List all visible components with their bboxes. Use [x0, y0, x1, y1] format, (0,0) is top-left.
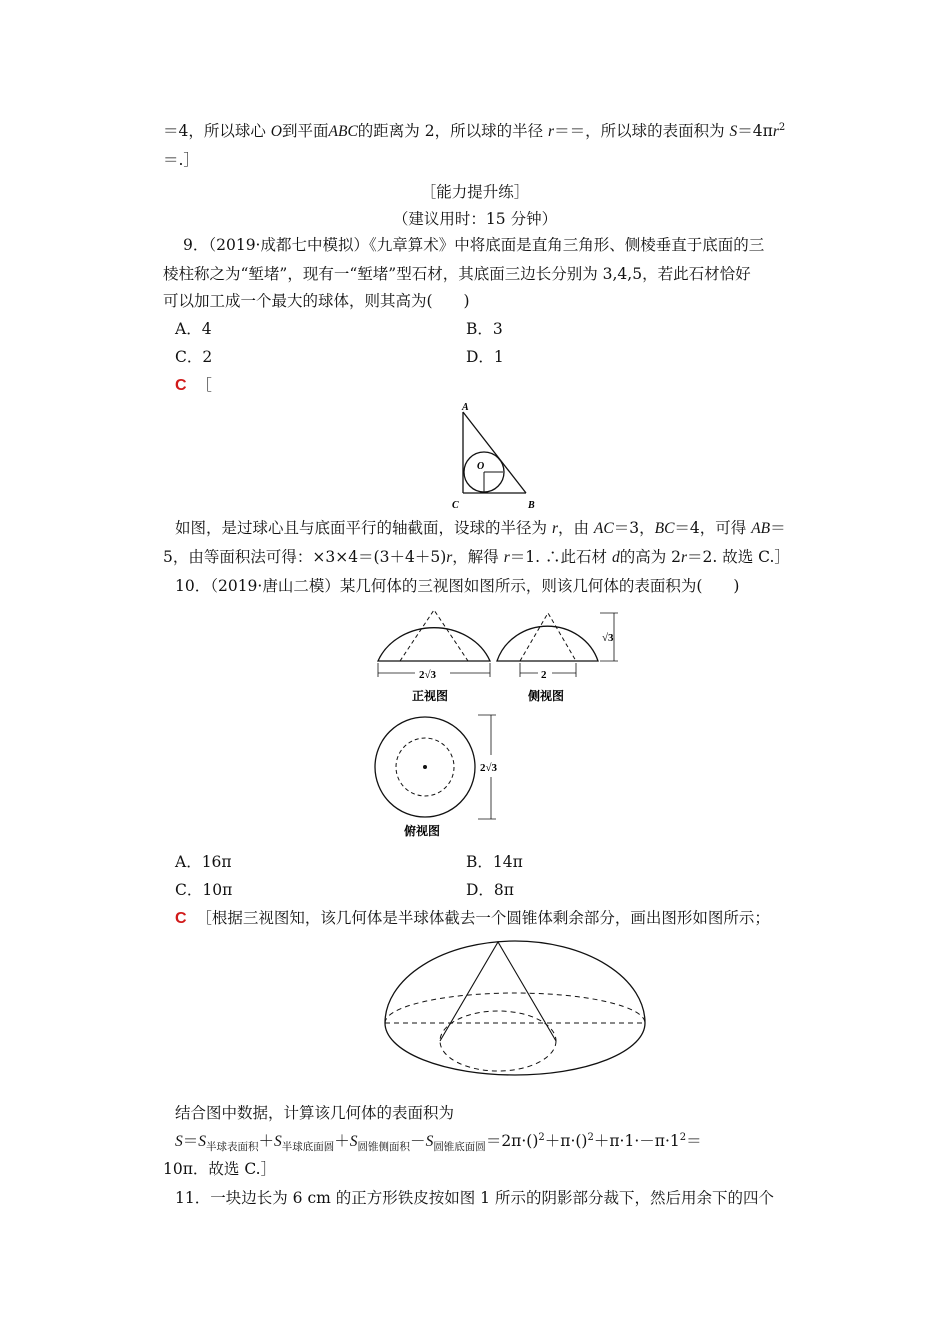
option-a: A．16π — [175, 853, 232, 871]
option-a: A．4 — [175, 320, 212, 338]
label-o: O — [477, 461, 485, 472]
question-9-stem: 9．（2019·成都七中模拟）《九章算术》中将底面是直角三角形、侧棱垂直于底面的三 — [183, 236, 765, 254]
label-a: A — [462, 402, 469, 413]
solution-line: 5，由等面积法可得：×3×4＝(3＋4＋5)r，解得 r＝1. ∴此石材 d的高为 2r＝2. 故选 C.］ — [163, 548, 790, 566]
triangle-figure — [440, 398, 550, 513]
text-line: ＝.］ — [163, 151, 199, 169]
answer-letter: C — [175, 910, 187, 927]
text-line: 10π．故选 C.］ — [163, 1160, 277, 1178]
option-c: C．10π — [175, 881, 233, 899]
text-line: ＝4，所以球心 O到平面ABC的距离为 2，所以球的半径 r＝＝，所以球的表面积为 $S=4\pi r^2$ — [163, 121, 786, 140]
section-time: （建议用时：15 分钟） — [392, 210, 558, 228]
top-view-label: 俯视图 — [404, 824, 441, 838]
side-dim: 2 — [541, 669, 547, 681]
option-b: B．14π — [466, 853, 523, 871]
label-b: B — [528, 500, 535, 511]
answer-letter: C — [175, 377, 187, 394]
option-d: D．8π — [466, 881, 514, 899]
question-9-stem: 可以加工成一个最大的球体，则其高为( ) — [163, 292, 470, 310]
formula-line: $S=S_{半球表面积}+S_{半球底面圆}+S_{圆锥侧面积}-S_{圆锥底面圆}=2\pi\cdot()^2+\pi\cdot()^2+\pi\cdot 1\cdot-\pi\cdot 1^2=$ — [175, 1131, 702, 1154]
front-dim: 2√3 — [419, 669, 437, 681]
height-dim: √3 — [602, 632, 614, 644]
three-views-figure — [370, 605, 630, 838]
side-view-label: 侧视图 — [528, 689, 565, 703]
option-b: B．3 — [466, 320, 503, 338]
top-dim: 2√3 — [480, 762, 498, 774]
option-d: D．1 — [466, 348, 504, 366]
front-view-label: 正视图 — [412, 689, 449, 703]
label-c: C — [452, 500, 459, 511]
option-c: C．2 — [175, 348, 213, 366]
section-title: ［能力提升练］ — [420, 183, 530, 201]
solution-line: 如图，是过球心且与底面平行的轴截面，设球的半径为 r，由 AC＝3，BC＝4，可得 AB＝ — [175, 519, 786, 537]
hemisphere-figure — [380, 938, 650, 1083]
text-line: 结合图中数据，计算该几何体的表面积为 — [175, 1104, 455, 1122]
answer-line: C ［ — [175, 376, 212, 394]
answer-line: C ［根据三视图知，该几何体是半球体截去一个圆锥体剩余部分，画出图形如图所示； — [175, 909, 770, 927]
question-11-stem: 11．一块边长为 6 cm 的正方形铁皮按如图 1 所示的阴影部分裁下，然后用余下的四个 — [175, 1189, 774, 1207]
question-10-stem: 10．（2019·唐山二模）某几何体的三视图如图所示，则该几何体的表面积为( ) — [175, 577, 740, 595]
question-9-stem: 棱柱称之为“堑堵”，现有一“堑堵”型石材，其底面三边长分别为 3,4,5，若此石材恰好 — [163, 265, 751, 283]
